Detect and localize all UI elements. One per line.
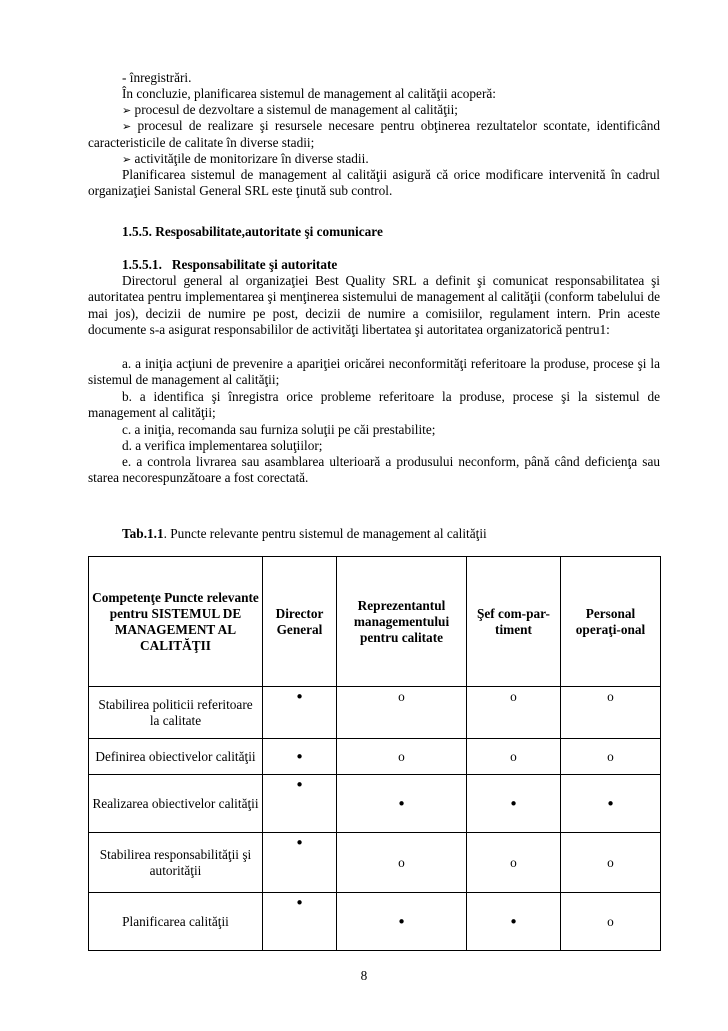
- responsibility-table: [88, 556, 661, 951]
- mark-cell: •: [263, 687, 337, 739]
- subsection-heading: 1.5.5.1. Responsabilitate şi autoritate: [122, 257, 338, 272]
- header-cell: Şef com-par-timent: [467, 557, 561, 687]
- list-item-a: a. a iniţia acţiuni de prevenire a apariţiei oricărei neconformităţi referitoare la produse, procese şi la sistemul de management al calităţii;: [88, 356, 660, 388]
- paragraph: Planificarea sistemul de management al calităţii asigură că orice modificare intervenită în cadrul organizaţiei Sanistal General SRL este ţinută sub control.: [88, 167, 660, 199]
- mark-cell: o: [337, 687, 467, 739]
- mark-cell: o: [467, 687, 561, 739]
- mark-cell: •: [467, 893, 561, 951]
- row-label: Stabilirea responsabilităţii şi autorităţii: [89, 833, 263, 893]
- list-item-e: e. a controla livrarea sau asamblarea ulterioară a produsului neconform, până când deficienţa sau starea necorespunzătoare a fost corectată.: [88, 454, 660, 486]
- paragraph: Directorul general al organizaţiei Best Quality SRL a definit şi comunicat responsabilitatea şi autoritatea pentru implementarea şi menţinerea sistemului de management al calităţii (conform tabelului de mai jos), decizii de numire pe post, decizii de numire a comisiilor, regulament intern. Prin aceste documente s-a asigurat responsabililor de activităţi libertatea şi autoritatea organizatorică pentru1:: [88, 273, 660, 338]
- list-item-b: b. a identifica şi înregistra orice probleme referitoare la produse, procese şi la sistemul de management al calităţii;: [88, 389, 660, 421]
- row-label: Definirea obiectivelor calităţii: [89, 739, 263, 775]
- table-row: [89, 833, 661, 893]
- row-label: Planificarea calităţii: [89, 893, 263, 951]
- table-row: [89, 739, 661, 775]
- arrow-bullet-icon: ➢: [122, 153, 132, 166]
- mark-cell: o: [561, 893, 661, 951]
- mark-cell: o: [561, 687, 661, 739]
- table-caption-text: . Puncte relevante pentru sistemul de management al calităţii: [163, 526, 487, 541]
- mark-cell: •: [561, 775, 661, 833]
- row-label: Stabilirea politicii referitoare la calitate: [89, 687, 263, 739]
- page-number: 8: [360, 968, 368, 983]
- text-line: În concluzie, planificarea sistemul de management al calităţii acoperă:: [122, 86, 496, 101]
- table-caption-prefix: Tab.1.1: [122, 526, 164, 541]
- table-header-row: [89, 557, 661, 687]
- list-item-d: d. a verifica implementarea soluţiilor;: [122, 438, 323, 453]
- bullet-item: [122, 151, 369, 168]
- mark-cell: o: [467, 833, 561, 893]
- mark-cell: •: [263, 833, 337, 893]
- header-cell: Personal operaţi-onal: [561, 557, 661, 687]
- arrow-bullet-icon: ➢: [122, 120, 132, 133]
- mark-cell: o: [337, 833, 467, 893]
- mark-cell: o: [561, 833, 661, 893]
- header-cell: Reprezentantul managementului pentru calitate: [337, 557, 467, 687]
- bullet-item: [122, 102, 458, 119]
- mark-cell: o: [467, 739, 561, 775]
- mark-cell: o: [337, 739, 467, 775]
- mark-cell: •: [337, 893, 467, 951]
- mark-cell: •: [263, 775, 337, 833]
- section-heading: 1.5.5. Resposabilitate,autoritate şi comunicare: [122, 224, 383, 239]
- table-row: [89, 775, 661, 833]
- mark-cell: •: [263, 893, 337, 951]
- table-row: [89, 687, 661, 739]
- mark-cell: o: [561, 739, 661, 775]
- table-caption: [122, 526, 487, 542]
- mark-cell: •: [337, 775, 467, 833]
- mark-cell: •: [467, 775, 561, 833]
- row-label: Realizarea obiectivelor calităţii: [89, 775, 263, 833]
- mark-cell: •: [263, 739, 337, 775]
- header-cell: Director General: [263, 557, 337, 687]
- list-item-c: c. a iniţia, recomanda sau furniza soluţii pe căi prestabilite;: [122, 422, 436, 437]
- table-row: [89, 893, 661, 951]
- bullet-text: procesul de realizare şi resursele necesare pentru obţinerea rezultatelor scontate, identificând caracteristicile de calitate în diverse stadii;: [88, 118, 661, 151]
- arrow-bullet-icon: ➢: [122, 104, 132, 117]
- text-line: - înregistrări.: [122, 70, 192, 85]
- bullet-item: [88, 118, 660, 152]
- bullet-text: activităţile de monitorizare în diverse stadii.: [134, 151, 369, 166]
- header-cell: Competenţe Puncte relevante pentru SISTEMUL DE MANAGEMENT AL CALITĂŢII: [89, 557, 263, 687]
- bullet-text: procesul de dezvoltare a sistemul de management al calităţii;: [134, 102, 458, 117]
